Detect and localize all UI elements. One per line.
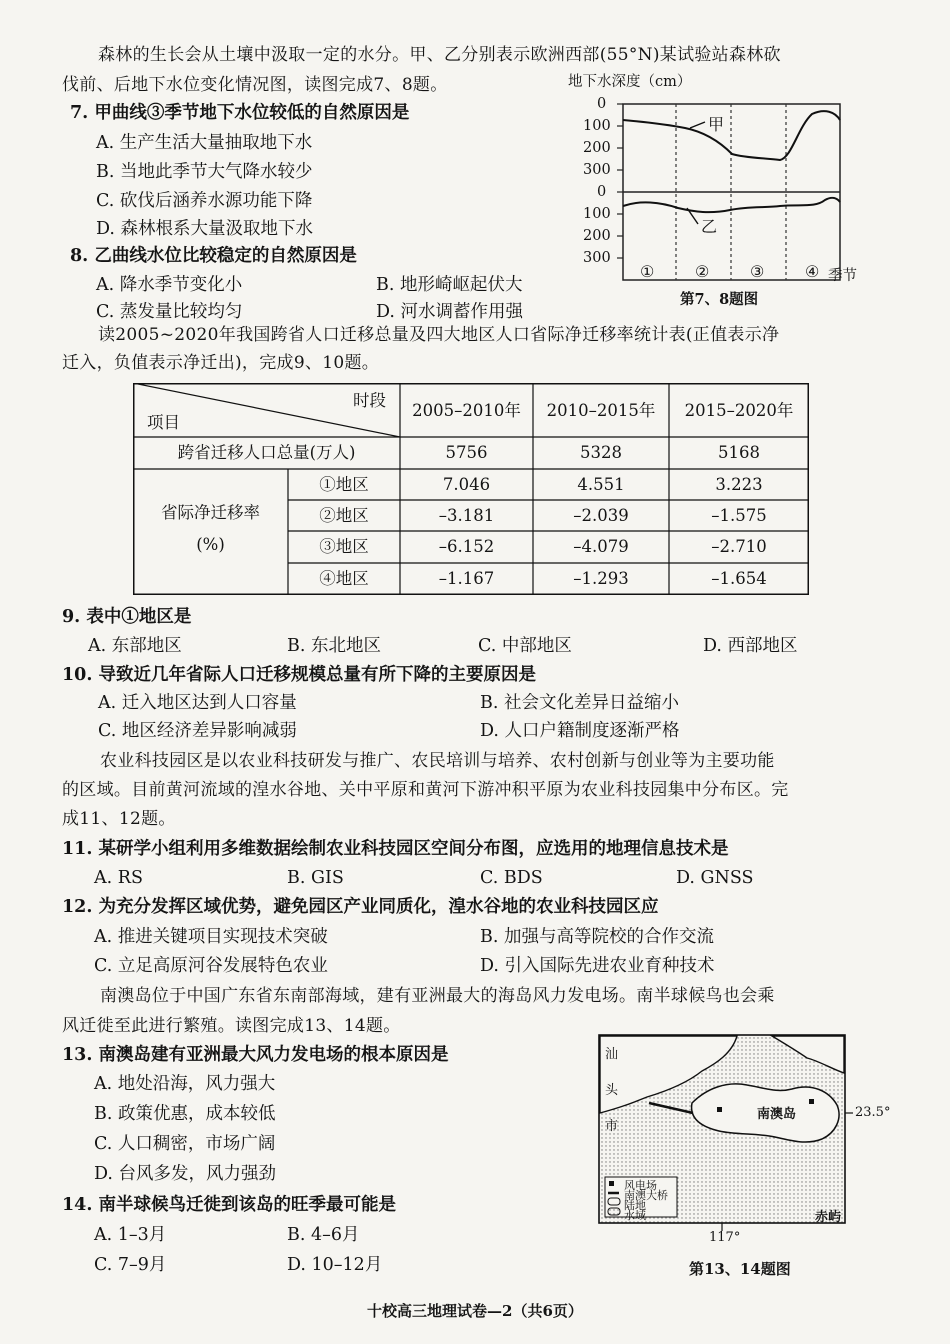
q9-option-b[interactable]: B. 东北地区 <box>287 636 381 656</box>
graph-xlabel: 季节 <box>828 268 857 284</box>
table-corner-period: 时段 <box>353 391 386 410</box>
q8-option-d[interactable]: D. 河水调蓄作用强 <box>376 302 524 322</box>
table-total-2: 5328 <box>580 443 622 462</box>
q12-option-b[interactable]: B. 加强与高等院校的合作交流 <box>480 927 714 947</box>
table-total-label: 跨省迁移人口总量(万人) <box>177 443 356 462</box>
q14-option-b[interactable]: B. 4–6月 <box>287 1225 360 1245</box>
graph-ticks <box>617 104 623 258</box>
q10-option-c[interactable]: C. 地区经济差异影响减弱 <box>98 721 297 741</box>
q12-option-a[interactable]: A. 推进关键项目实现技术突破 <box>94 927 328 947</box>
table-rate-unit: (%) <box>196 535 225 554</box>
map-caption: 第13、14题图 <box>689 1260 791 1278</box>
q9-option-c[interactable]: C. 中部地区 <box>478 636 572 656</box>
graph-plot <box>560 62 870 312</box>
table-r4-v1: –1.167 <box>438 569 495 588</box>
q7-stem: 7. 甲曲线③季节地下水位较低的自然原因是 <box>70 103 410 123</box>
table-r2-v3: –1.575 <box>711 506 767 525</box>
tick-top-300: 300 <box>583 162 611 178</box>
tick-top-0: 0 <box>597 96 607 112</box>
q10-option-d[interactable]: D. 人口户籍制度逐渐严格 <box>480 721 680 741</box>
intro-11-12-line-3: 成11、12题。 <box>62 809 176 829</box>
legend-water: 水域 <box>624 1209 646 1222</box>
table-r1-v2: 4.551 <box>577 475 625 494</box>
q8-option-b[interactable]: B. 地形崎岖起伏大 <box>376 275 523 295</box>
groundwater-graph <box>560 62 870 312</box>
map-longitude: 117° <box>709 1230 741 1245</box>
q9-stem: 9. 表中①地区是 <box>62 607 192 627</box>
table-region-1: ①地区 <box>319 475 369 494</box>
q11-stem: 11. 某研学小组利用多维数据绘制农业科技园区空间分布图，应选用的地理信息技术是 <box>62 839 729 859</box>
q14-option-a[interactable]: A. 1–3月 <box>94 1225 167 1245</box>
table-r3-v1: –6.152 <box>438 537 495 556</box>
table-r1-v1: 7.046 <box>442 475 491 494</box>
q7-option-d[interactable]: D. 森林根系大量汲取地下水 <box>96 219 314 239</box>
legend-wind-farm: 风电场 <box>624 1179 657 1192</box>
q14-stem: 14. 南半球候鸟迁徙到该岛的旺季最可能是 <box>62 1195 397 1215</box>
graph-ylabel: 地下水深度（cm） <box>568 74 692 90</box>
q9-option-a[interactable]: A. 东部地区 <box>88 636 182 656</box>
migration-table <box>133 383 809 595</box>
wind-farm-marker <box>717 1107 722 1112</box>
q7-option-a[interactable]: A. 生产生活大量抽取地下水 <box>96 133 313 153</box>
season-1: ① <box>640 262 655 281</box>
intro-11-12-line-1: 农业科技园区是以农业科技研发与推广、农民培训与培养、农村创新与创业等为主要功能 <box>100 751 775 771</box>
table-total-1: 5756 <box>445 443 488 462</box>
intro-11-12-line-2: 的区域。目前黄河流域的湟水谷地、关中平原和黄河下游冲积平原为农业科技园集中分布区。完 <box>62 780 789 800</box>
intro-7-8-line-1: 森林的生长会从土壤中汲取一定的水分。甲、乙分别表示欧洲西部(55°N)某试验站森林砍 <box>98 45 781 65</box>
table-region-2: ②地区 <box>319 506 369 525</box>
table-r4-v3: –1.654 <box>711 569 767 588</box>
intro-7-8-line-2: 伐前、后地下水位变化情况图，读图完成7、8题。 <box>62 75 448 95</box>
q10-option-a[interactable]: A. 迁入地区达到人口容量 <box>98 693 297 713</box>
map-city-char-2: 头 <box>605 1083 619 1098</box>
q12-stem: 12. 为充分发挥区域优势，避免园区产业同质化，湟水谷地的农业科技园区应 <box>62 897 659 917</box>
legend-bridge: 南澳大桥 <box>624 1189 668 1202</box>
table-corner-item: 项目 <box>147 413 180 432</box>
q14-option-d[interactable]: D. 10–12月 <box>287 1255 383 1275</box>
tick-top-200: 200 <box>583 140 611 156</box>
table-period-1: 2005–2010年 <box>412 401 521 420</box>
table-r2-v1: –3.181 <box>438 506 495 525</box>
table-rate-label: 省际净迁移率 <box>161 503 260 522</box>
q12-option-d[interactable]: D. 引入国际先进农业育种技术 <box>480 956 715 976</box>
nanao-map <box>597 1033 907 1283</box>
q11-option-c[interactable]: C. BDS <box>480 868 543 888</box>
intro-13-14-line-1: 南澳岛位于中国广东省东南部海域，建有亚洲最大的海岛风力发电场。南半球候鸟也会乘 <box>100 986 775 1006</box>
q7-option-b[interactable]: B. 当地此季节大气降水较少 <box>96 162 313 182</box>
table-region-3: ③地区 <box>319 537 369 556</box>
season-4: ④ <box>805 262 820 281</box>
q10-option-b[interactable]: B. 社会文化差异日益缩小 <box>480 693 679 713</box>
q13-option-b[interactable]: B. 政策优惠，成本较低 <box>94 1104 276 1124</box>
q9-option-d[interactable]: D. 西部地区 <box>703 636 798 656</box>
tick-bottom-300: 300 <box>583 250 611 266</box>
map-corner-label: 赤屿 <box>815 1210 842 1225</box>
page-footer: 十校高三地理试卷—2（共6页） <box>367 1302 583 1320</box>
table-r3-v3: –2.710 <box>711 537 767 556</box>
intro-13-14-line-2: 风迁徙至此进行繁殖。读图完成13、14题。 <box>62 1016 401 1036</box>
intro-9-10-line-2: 迁入，负值表示净迁出)，完成9、10题。 <box>62 353 380 373</box>
tick-top-100: 100 <box>583 118 611 134</box>
q13-option-d[interactable]: D. 台风多发，风力强劲 <box>94 1164 277 1184</box>
graph-caption: 第7、8题图 <box>680 291 759 308</box>
curve-yi <box>623 198 840 212</box>
map-island-label: 南澳岛 <box>757 1107 797 1122</box>
q14-option-c[interactable]: C. 7–9月 <box>94 1255 167 1275</box>
q11-option-a[interactable]: A. RS <box>94 868 143 888</box>
map-latitude: 23.5° <box>855 1105 891 1120</box>
table-period-3: 2015–2020年 <box>684 401 794 420</box>
tick-bottom-200: 200 <box>583 228 611 244</box>
q13-option-c[interactable]: C. 人口稠密，市场广阔 <box>94 1134 276 1154</box>
legend-land: 陆地 <box>624 1199 646 1212</box>
tick-bottom-100: 100 <box>583 206 611 222</box>
table-r2-v2: –2.039 <box>573 506 629 525</box>
table-period-2: 2010–2015年 <box>546 401 656 420</box>
wind-farm-marker <box>809 1099 814 1104</box>
season-2: ② <box>695 262 710 281</box>
table-r3-v2: –4.079 <box>573 537 629 556</box>
table-region-4: ④地区 <box>319 569 369 588</box>
map-city-char-3: 市 <box>605 1119 619 1134</box>
table-total-3: 5168 <box>718 443 760 462</box>
map-drawing <box>597 1033 907 1283</box>
tick-bottom-0: 0 <box>597 184 607 200</box>
q10-stem: 10. 导致近几年省际人口迁移规模总量有所下降的主要原因是 <box>62 665 537 685</box>
intro-9-10-line-1: 读2005~2020年我国跨省人口迁移总量及四大地区人口省际净迁移率统计表(正值表示净 <box>98 325 780 345</box>
q12-option-c[interactable]: C. 立足高原河谷发展特色农业 <box>94 956 328 976</box>
q13-stem: 13. 南澳岛建有亚洲最大风力发电场的根本原因是 <box>62 1045 449 1065</box>
table-r1-v3: 3.223 <box>715 475 763 494</box>
map-city-char-1: 汕 <box>605 1047 619 1062</box>
label-jia: 甲 <box>708 115 725 134</box>
q8-option-c[interactable]: C. 蒸发量比较均匀 <box>96 302 243 322</box>
table-r4-v2: –1.293 <box>573 569 629 588</box>
q11-option-d[interactable]: D. GNSS <box>676 868 754 888</box>
q7-option-c[interactable]: C. 砍伐后涵养水源功能下降 <box>96 191 313 211</box>
label-yi: 乙 <box>701 217 718 236</box>
q8-stem: 8. 乙曲线水位比较稳定的自然原因是 <box>70 246 357 266</box>
q8-option-a[interactable]: A. 降水季节变化小 <box>96 275 243 295</box>
season-3: ③ <box>750 262 765 281</box>
arrow-jia <box>690 122 705 128</box>
q11-option-b[interactable]: B. GIS <box>287 868 344 888</box>
q13-option-a[interactable]: A. 地处沿海，风力强大 <box>94 1074 276 1094</box>
